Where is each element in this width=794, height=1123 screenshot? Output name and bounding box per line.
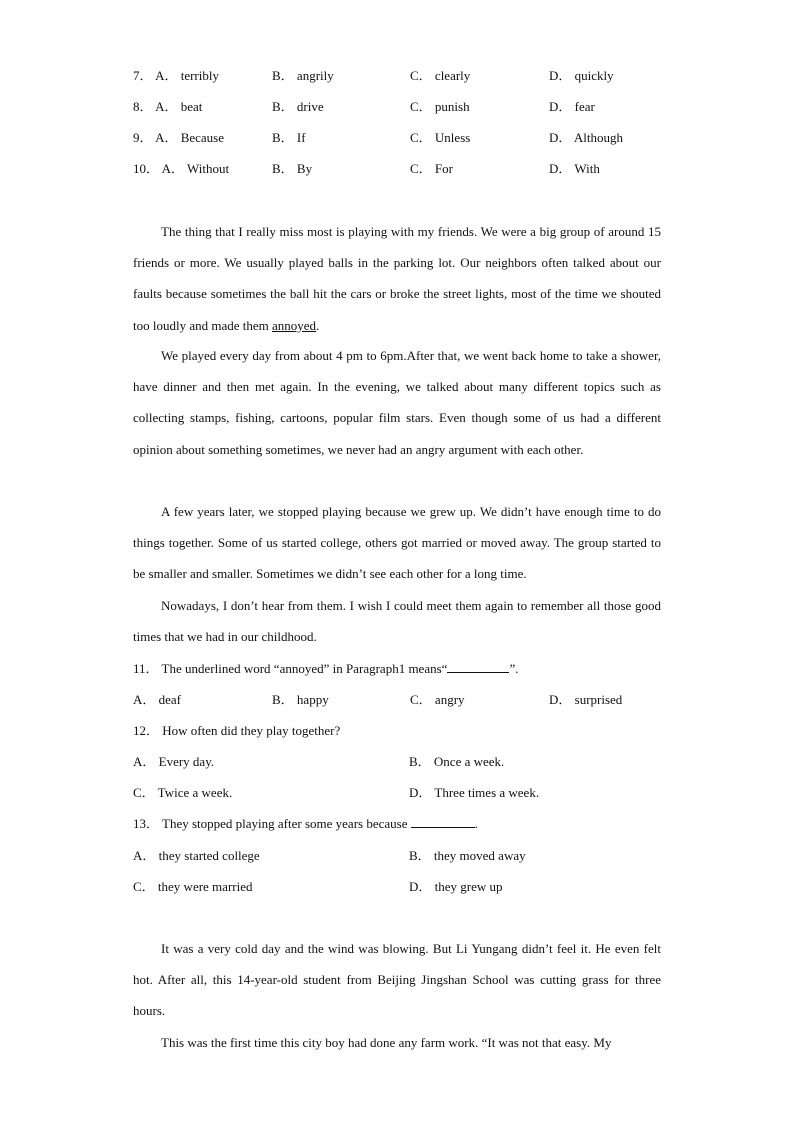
passage3-paragraph-1: It was a very cold day and the wind was blowing. But Li Yungang didn’t feel it. He even felt hot. After all, this 14-year-old student from Beijing Jingshan School was cutting grass for three hours.	[133, 941, 661, 1019]
q7-option-b: B． angrily	[272, 68, 334, 83]
q8-option-a: 8． A． beat	[133, 99, 203, 114]
question-12-options-row1	[133, 752, 661, 772]
question-10	[133, 159, 661, 179]
question-11-stem: 11． The underlined word “annoyed” in Paragraph1 means“ ”.	[133, 661, 519, 676]
q8-option-d: D． fear	[549, 99, 595, 114]
q10-option-b: B． By	[272, 161, 313, 176]
q12-option-c: C． Twice a week.	[133, 785, 233, 800]
q11-option-c: C． angry	[410, 692, 465, 707]
q9-option-c: C． Unless	[410, 130, 471, 145]
q7-option-c: C． clearly	[410, 68, 471, 83]
q12-option-d: D． Three times a week.	[409, 785, 540, 800]
underlined-word-annoyed: annoyed	[272, 317, 317, 333]
question-7	[133, 66, 661, 86]
q11-option-d: D． surprised	[549, 692, 623, 707]
passage3-paragraph-2: This was the first time this city boy had done any farm work. “It was not that easy. My	[161, 1035, 612, 1050]
q7-option-d: D． quickly	[549, 68, 614, 83]
q13-option-a: A． they started college	[133, 848, 260, 863]
question-11-options	[133, 690, 661, 710]
question-8	[133, 97, 661, 117]
q11-option-a: A． deaf	[133, 692, 182, 707]
q13-option-b: B． they moved away	[409, 848, 526, 863]
question-9	[133, 128, 661, 148]
question-13-options-row2	[133, 877, 661, 897]
passage2-paragraph-1: The thing that I really miss most is playing with my friends. We were a big group of around 15 friends or more. We usually played balls in the parking lot. Our neighbors often talked about our faults because sometimes the ball hit the cars or broke the street lights, most of the time we shouted too loudly and made them annoyed.	[133, 224, 661, 333]
q13-option-c: C． they were married	[133, 879, 253, 894]
question-13-options-row1	[133, 846, 661, 866]
q10-option-d: D． With	[549, 161, 600, 176]
question-12-options-row2	[133, 783, 661, 803]
q12-option-b: B． Once a week.	[409, 754, 505, 769]
answer-blank	[447, 659, 509, 673]
q12-option-a: A． Every day.	[133, 754, 215, 769]
passage2-paragraph-3: A few years later, we stopped playing because we grew up. We didn’t have enough time to do things together. Some of us started college, others got married or moved away. The group started to be smaller and smaller. Sometimes we didn’t see each other for a long time.	[133, 504, 661, 582]
q10-option-a: 10． A． Without	[133, 161, 230, 176]
q7-option-a: 7． A． terribly	[133, 68, 219, 83]
q9-option-a: 9． A． Because	[133, 130, 225, 145]
q8-option-c: C． punish	[410, 99, 470, 114]
q13-option-d: D． they grew up	[409, 879, 503, 894]
passage2-paragraph-4: Nowadays, I don’t hear from them. I wish I could meet them again to remember all those good times that we had in our childhood.	[133, 598, 661, 645]
q11-option-b: B． happy	[272, 692, 329, 707]
q10-option-c: C． For	[410, 161, 453, 176]
question-12-stem: 12． How often did they play together?	[133, 723, 341, 738]
answer-blank	[411, 814, 475, 828]
q8-option-b: B． drive	[272, 99, 324, 114]
question-13-stem: 13． They stopped playing after some years because .	[133, 816, 478, 831]
passage2-paragraph-2: We played every day from about 4 pm to 6pm.After that, we went back home to take a shower, have dinner and then met again. In the evening, we talked about many different topics such as collecting stamps, fishing, cartoons, popular film stars. Even though some of us had a different opinion about something sometimes, we never had an angry argument with each other.	[133, 348, 661, 457]
q9-option-d: D． Although	[549, 130, 624, 145]
q9-option-b: B． If	[272, 130, 306, 145]
